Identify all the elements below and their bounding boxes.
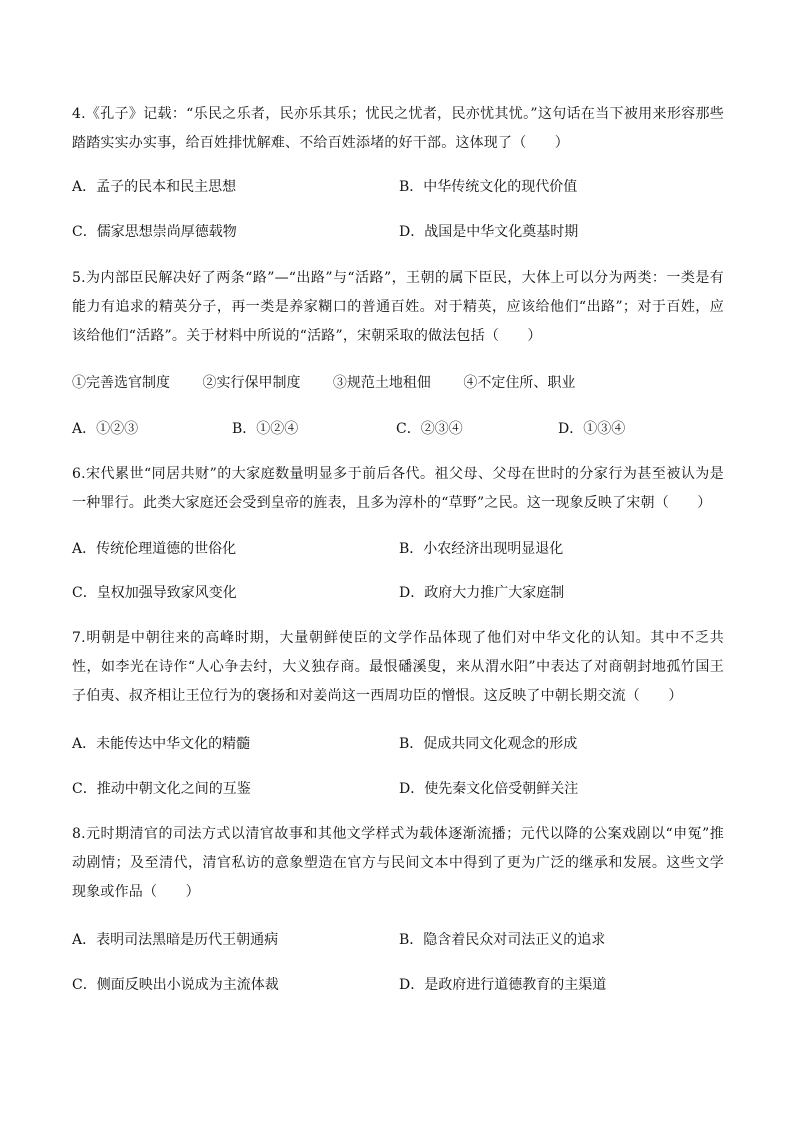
question-7-option-b[interactable]: B．促成共同文化观念的形成	[399, 736, 578, 752]
question-8	[72, 820, 724, 907]
question-4-option-b[interactable]: B．中华传统文化的现代价值	[399, 179, 578, 195]
question-5-options-row	[72, 418, 724, 440]
question-7-options-row-1	[72, 733, 724, 755]
question-6-options-row-2	[72, 582, 724, 604]
question-5-option-d[interactable]: D．①③④	[558, 421, 626, 437]
question-7-option-a[interactable]: A．未能传达中华文化的精髓	[72, 736, 251, 752]
question-5-statement-4: ④不定住所、职业	[463, 375, 576, 391]
question-8-options-row-1	[72, 929, 724, 951]
question-7-option-d[interactable]: D．使先秦文化倍受朝鲜关注	[399, 781, 579, 797]
question-6-option-a[interactable]: A．传统伦理道德的世俗化	[72, 541, 237, 557]
question-6-option-d[interactable]: D．政府大力推广大家庭制	[399, 585, 565, 601]
question-5-option-b[interactable]: B．①②④	[232, 421, 299, 437]
question-4-option-a[interactable]: A．孟子的民本和民主思想	[72, 179, 237, 195]
question-4-option-d[interactable]: D．战国是中华文化奠基时期	[399, 224, 579, 240]
question-8-option-d[interactable]: D．是政府进行道德教育的主渠道	[399, 977, 607, 993]
question-7-options-row-2	[72, 778, 724, 800]
question-5-option-c[interactable]: C．②③④	[396, 421, 463, 437]
question-5-statement-3: ③规范土地租佃	[332, 375, 431, 391]
question-7-stem: 7.明朝是中朝往来的高峰时期，大量朝鲜使臣的文学作品体现了他们对中华文化的认知。其中不乏共性，如李光在诗作“人心争去纣，大义独存商。最恨磻溪叟，来从渭水阳”中表达了对商朝封地孤竹国王子伯夷、叔齐相让王位行为的褒扬和对姜尚这一西周功臣的憎恨。这反映了中朝长期交流（ ）	[72, 630, 724, 704]
question-8-options-row-2	[72, 974, 724, 996]
question-5-option-a[interactable]: A．①②③	[72, 421, 139, 437]
question-8-stem: 8.元时期清官的司法方式以清官故事和其他文学样式为载体逐渐流播；元代以降的公案戏剧以“申冤”推动剧情；及至清代，清官私访的意象塑造在官方与民间文本中得到了更为广泛的继承和发展。这些文学现象或作品（ ）	[72, 826, 724, 900]
question-6-options-row-1	[72, 538, 724, 560]
question-8-option-a[interactable]: A．表明司法黑暗是历代王朝通病	[72, 932, 279, 948]
question-4	[72, 100, 724, 158]
question-5-statement-2: ②实行保甲制度	[202, 375, 301, 391]
question-5-statements	[72, 372, 575, 394]
question-4-options-row-1	[72, 176, 724, 198]
question-4-stem: 4.《孔子》记载：“乐民之乐者，民亦乐其乐；忧民之忧者，民亦忧其忧。”这句话在当下被用来形容那些踏踏实实办实事，给百姓排忧解难、不给百姓添堵的好干部。这体现了（ ）	[72, 106, 724, 151]
question-4-option-c[interactable]: C．儒家思想崇尚厚德载物	[72, 224, 237, 240]
question-8-option-b[interactable]: B．隐含着民众对司法正义的追求	[399, 932, 606, 948]
question-7-option-c[interactable]: C．推动中朝文化之间的互鉴	[72, 781, 251, 797]
question-5-statement-1: ①完善选官制度	[72, 375, 170, 391]
question-6-stem: 6.宋代累世“同居共财”的大家庭数量明显多于前后各代。祖父母、父母在世时的分家行为甚至被认为是一种罪行。此类大家庭还会受到皇帝的旌表，且多为淳朴的“草野”之民。这一现象反映了宋朝（ ）	[72, 466, 724, 511]
question-6-option-b[interactable]: B．小农经济出现明显退化	[399, 541, 564, 557]
question-5	[72, 264, 724, 351]
question-6-option-c[interactable]: C．皇权加强导致家风变化	[72, 585, 237, 601]
question-6	[72, 460, 724, 518]
question-4-options-row-2	[72, 221, 724, 243]
question-7	[72, 624, 724, 711]
question-8-option-c[interactable]: C．侧面反映出小说成为主流体裁	[72, 977, 279, 993]
question-5-stem: 5.为内部臣民解决好了两条“路”—“出路”与“活路”，王朝的属下臣民，大体上可以分为两类：一类是有能力有追求的精英分子，再一类是养家糊口的普通百姓。对于精英，应该给他们“出路”；对于百姓，应该给他们“活路”。关于材料中所说的“活路”，宋朝采取的做法包括（ ）	[72, 270, 724, 344]
